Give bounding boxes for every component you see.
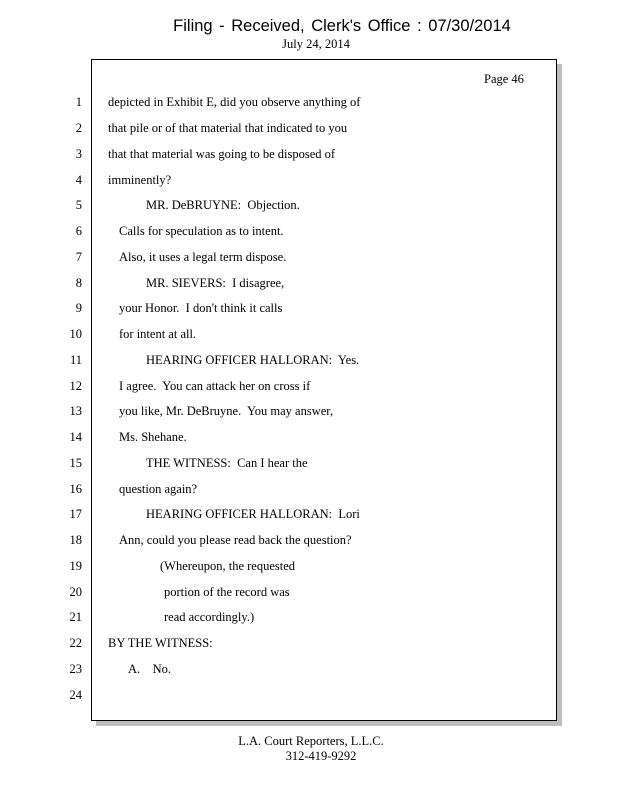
- line-number: 22: [69, 636, 82, 650]
- transcript-date: July 24, 2014: [282, 37, 350, 51]
- transcript-line: Also, it uses a legal term dispose.: [119, 250, 287, 264]
- transcript-line: question again?: [119, 482, 198, 496]
- transcript-line: Calls for speculation as to intent.: [119, 224, 284, 238]
- transcript-line: read accordingly.): [164, 610, 255, 624]
- line-number: 10: [69, 327, 82, 341]
- transcript-line: BY THE WITNESS:: [108, 636, 213, 650]
- transcript-line: depicted in Exhibit E, did you observe anything of: [108, 95, 361, 109]
- transcript-line: Ms. Shehane.: [119, 430, 187, 444]
- line-number: 14: [69, 430, 82, 444]
- line-number: 5: [75, 198, 82, 212]
- transcript-line: A. No.: [128, 662, 172, 676]
- filing-stamp: Filing - Received, Clerk's Office : 07/30/2014: [173, 17, 511, 35]
- transcript-line: imminently?: [108, 173, 172, 187]
- line-number: 23: [69, 662, 82, 676]
- line-number: 18: [69, 533, 82, 547]
- line-number: 21: [69, 610, 82, 624]
- line-number: 13: [69, 404, 82, 418]
- footer-phone: 312-419-9292: [285, 749, 357, 763]
- line-number: 19: [69, 559, 82, 573]
- line-number: 17: [69, 507, 82, 521]
- transcript-line: MR. SIEVERS: I disagree,: [146, 276, 285, 290]
- line-number: 11: [69, 353, 82, 367]
- line-number: 3: [75, 147, 82, 161]
- line-number: 8: [75, 276, 82, 290]
- transcript-line: HEARING OFFICER HALLORAN: Lori: [146, 507, 360, 521]
- transcript-line: for intent at all.: [119, 327, 197, 341]
- transcript-line: I agree. You can attack her on cross if: [119, 379, 311, 393]
- line-number: 9: [75, 301, 82, 315]
- page-number: Page 46: [484, 72, 524, 86]
- transcript-line: your Honor. I don't think it calls: [119, 301, 283, 315]
- transcript-line: HEARING OFFICER HALLORAN: Yes.: [146, 353, 360, 367]
- line-number: 6: [75, 224, 82, 238]
- footer-company: L.A. Court Reporters, L.L.C.: [238, 734, 384, 748]
- line-number: 16: [69, 482, 82, 496]
- line-number: 24: [69, 688, 82, 702]
- line-number: 1: [75, 95, 82, 109]
- transcript-line: MR. DeBRUYNE: Objection.: [146, 198, 300, 212]
- line-number: 2: [75, 121, 82, 135]
- transcript-line: that that material was going to be disposed of: [108, 147, 336, 161]
- line-number: 20: [69, 585, 82, 599]
- transcript-line: portion of the record was: [164, 585, 290, 599]
- transcript-line: you like, Mr. DeBruyne. You may answer,: [119, 404, 334, 418]
- transcript-line: Ann, could you please read back the question?: [119, 533, 352, 547]
- line-number: 12: [69, 379, 82, 393]
- transcript-line: that pile or of that material that indicated to you: [108, 121, 348, 135]
- line-number: 15: [69, 456, 82, 470]
- transcript-line: THE WITNESS: Can I hear the: [146, 456, 308, 470]
- transcript-line: (Whereupon, the requested: [160, 559, 296, 573]
- line-number: 7: [75, 250, 82, 264]
- line-number: 4: [75, 173, 82, 187]
